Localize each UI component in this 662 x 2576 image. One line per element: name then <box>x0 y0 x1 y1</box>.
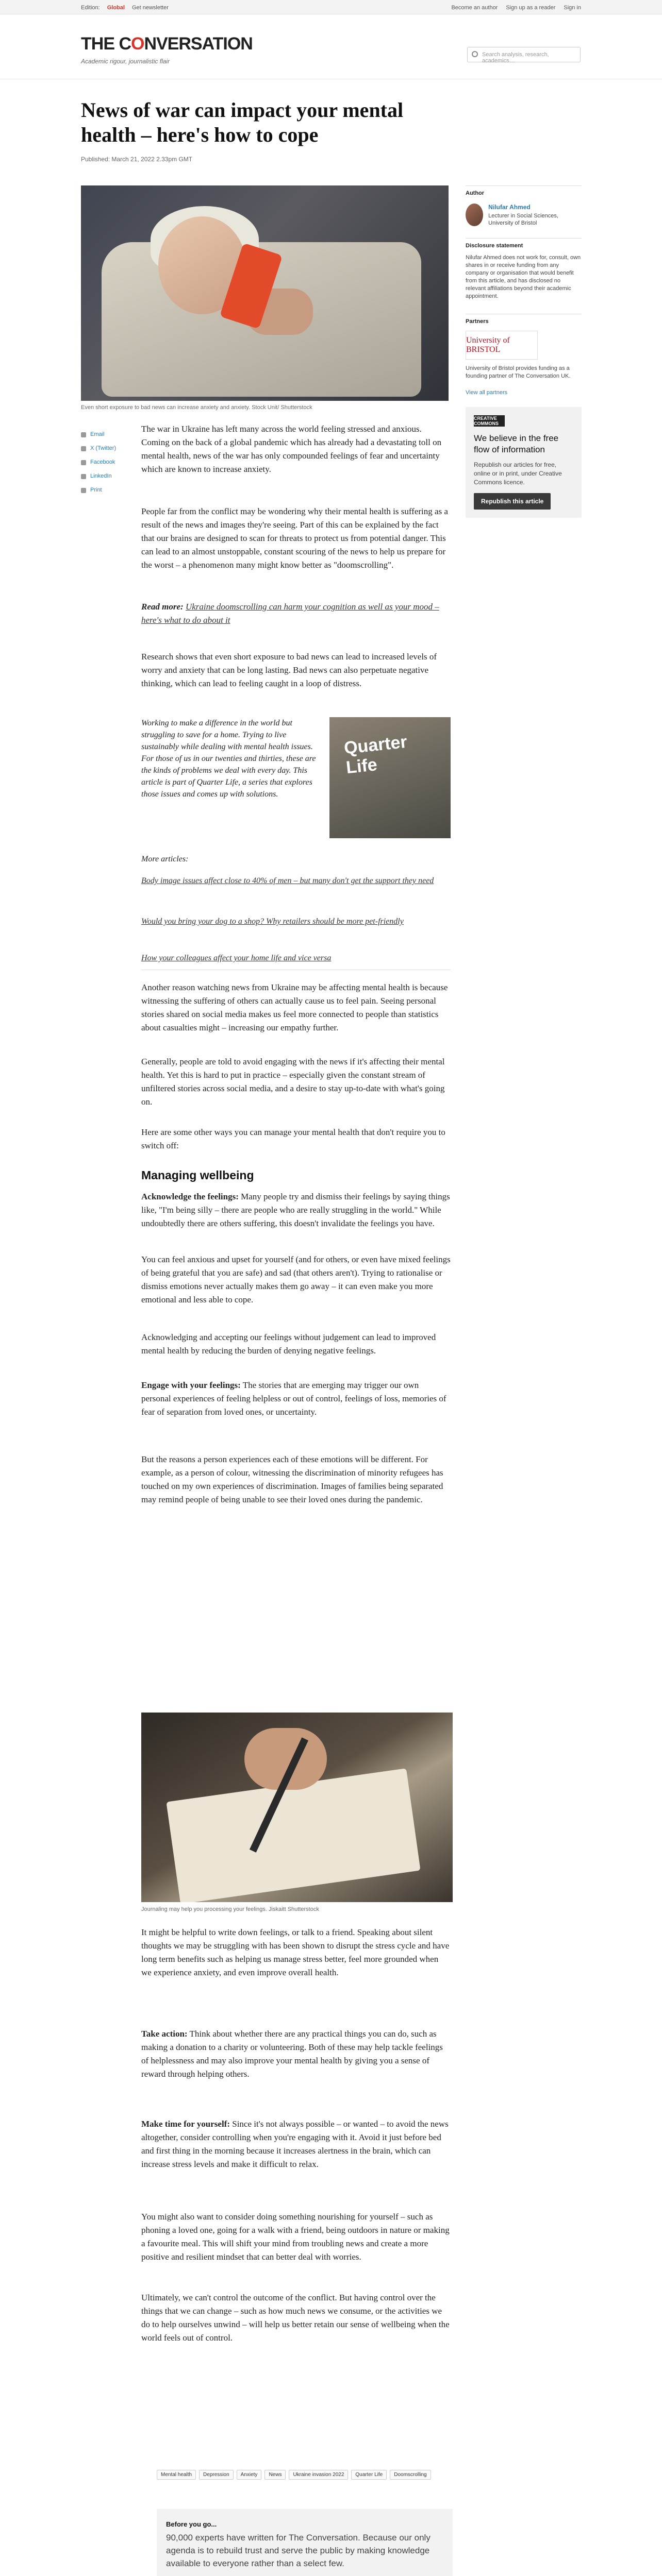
site-tagline: Academic rigour, journalistic flair <box>81 58 170 65</box>
share-email[interactable]: Email <box>81 428 122 442</box>
more-article-link[interactable]: How your colleagues affect your home life and vice versa <box>141 954 332 962</box>
paragraph: Generally, people are told to avoid engaging with the news if it's affecting their mental health. Yet this is hard to put in practice – especially given the constant stream of unfiltered stories across social media, and a desire to stay up-to-date with what's going on. <box>141 1057 445 1107</box>
paragraph: Here are some other ways you can manage your mental health that don't require you to switch off: <box>141 1127 445 1150</box>
paragraph: Make time for yourself: Since it's not always possible – or wanted – to avoid the news altogether, consider controlling when you're engaging with it. Avoid it just before bed and first thing in the morning because it increases alertness in the brain, which can increase stress levels and make it difficult to relax. <box>141 2119 449 2169</box>
paragraph: But the reasons a person experiences each of these emotions will be different. For example, as a person of colour, witnessing the discrimination of minority refugees has touched on my own experiences of discrimination. Images of families being separated may remind people of being unable to see their loved ones during the pandemic. <box>141 1454 443 1504</box>
share-twitter[interactable]: X (Twitter) <box>81 442 122 455</box>
paragraph: Acknowledge the feelings: Many people try and dismiss their feelings by saying things like, "I'm being silly – there are people who are really struggling in the world." While undoubtedly there are others suffering, this doesn't invalidate the feelings you have. <box>141 1192 450 1228</box>
twitter-icon <box>81 446 86 451</box>
topic-tags <box>157 2470 466 2480</box>
partner-text: University of Bristol provides funding as a founding partner of The Conversation UK. <box>466 365 571 379</box>
partners-heading: Partners <box>466 314 582 325</box>
email-icon <box>81 432 86 437</box>
read-more-link[interactable]: Ukraine doomscrolling can harm your cognition as well as your mood – here's what to do about it <box>141 602 439 625</box>
paragraph: Take action: Think about whether there are any practical things you can do, such as making a donation to a charity or volunteering. Both of these may help tackle feelings of helplessness and may also improve your mental health by giving you a sense of reward through helping others. <box>141 2029 443 2079</box>
newsletter-link[interactable]: Get newsletter <box>131 5 169 11</box>
quarter-life-image: Quarter Life <box>329 717 451 838</box>
paragraph: Another reason watching news from Ukraine may be affecting mental health is because witnessing the suffering of others can actually cause us to feel pain. Seeing personal stories shared on social media makes us feel more connected to people than statistics about casualties might – increasing our empathy further. <box>141 982 448 1032</box>
more-articles-label: More articles: <box>141 855 189 863</box>
signup-reader-link[interactable]: Sign up as a reader <box>506 5 556 11</box>
paragraph: People far from the conflict may be wondering why their mental health is suffering as a result of the news and images they're seeing. Part of this can be explained by the fact that our brains are designed to scan for threats to protect us from potential danger. This can lead to an almost unstoppable, constant scouring of the news to help us prepare for the worst – a phenomenon many might know better as "doomscrolling". <box>141 506 448 570</box>
tag[interactable]: News <box>264 2470 286 2480</box>
read-more: Read more: Ukraine doomscrolling can harm your cognition as well as your mood – here's what to do about it <box>141 602 439 625</box>
journal-caption: Journaling may help you processing your feelings. Jiskaitt Shutterstock <box>141 1906 319 1912</box>
before-heading: Before you go... <box>166 2520 217 2528</box>
author-avatar[interactable] <box>466 204 483 226</box>
quarter-life-intro: Working to make a difference in the world but struggling to save for a home. Trying to live sustainably while dealing with mental health issues. For those of us in our twenties and thirties, these are the kinds of problems we deal with every day. This article is part of Quarter Life, a series that explores those issues and comes up with solutions. <box>141 719 316 799</box>
linkedin-icon <box>81 474 86 479</box>
paragraph: You might also want to consider doing something nourishing for yourself – such as phoning a loved one, going for a walk with a friend, being outdoors in nature or making a favourite meal. This will shift your mind from troubling news and create a more positive and resilient mindset that can better deal with worries. <box>141 2212 450 2262</box>
more-article-link[interactable]: Would you bring your dog to a shop? Why retailers should be more pet-friendly <box>141 917 404 926</box>
edition-selector[interactable]: Global <box>107 5 125 11</box>
tag[interactable]: Anxiety <box>237 2470 262 2480</box>
share-print[interactable]: Print <box>81 483 122 497</box>
share-facebook[interactable]: Facebook <box>81 455 122 469</box>
site-logo[interactable]: THE CONVERSATION <box>81 34 253 54</box>
journal-image <box>141 1713 453 1902</box>
disclosure-text: Nilufar Ahmed does not work for, consult, own shares in or receive funding from any company or organisation that would benefit from this article, and has disclosed no relevant affiliations beyond their academic appointment. <box>466 255 581 299</box>
signin-link[interactable]: Sign in <box>564 5 581 11</box>
paragraph: It might be helpful to write down feelings, or talk to a friend. Speaking about silent thoughts we may be struggling with has been shown to disrupt the stress cycle and have long term benefits such as helping us manage stress better, feel more grounded when we experience anxiety, and even improve overall health. <box>141 1927 450 1977</box>
creative-commons-box <box>466 407 582 518</box>
become-author-link[interactable]: Become an author <box>451 5 498 11</box>
print-icon <box>81 488 86 493</box>
paragraph: Acknowledging and accepting our feelings without judgement can lead to improved mental health by reducing the burden of denying negative feelings. <box>141 1332 436 1355</box>
article-title: News of war can impact your mental health – here's how to cope <box>81 98 404 146</box>
cc-badge: CREATIVE COMMONS <box>474 415 505 427</box>
share-linkedin[interactable]: LinkedIn <box>81 469 122 483</box>
site-header <box>0 14 662 79</box>
paragraph: Engage with your feelings: The stories that are emerging may trigger our own personal experiences of feeling helpless or out of control, feelings of loss, memories of fear of separation from loved ones, or uncertainty. <box>141 1380 446 1417</box>
publish-date: Published: March 21, 2022 2.33pm GMT <box>81 156 193 163</box>
author-heading: Author <box>466 185 582 196</box>
tag[interactable]: Mental health <box>157 2470 196 2480</box>
paragraph: The war in Ukraine has left many across the world feeling stressed and anxious. Coming on the back of a global pandemic which has already had a devastating toll on mental health, news of the war has only compounded feelings of fear and uncertainty which are known to increase anxiety. <box>141 424 442 474</box>
facebook-icon <box>81 460 86 465</box>
cc-text: Republish our articles for free, online or in print, under Creative Commons licence. <box>474 461 562 486</box>
republish-button[interactable]: Republish this article <box>474 493 551 510</box>
paragraph: You can feel anxious and upset for yourself (and for others, or even have mixed feelings of being grateful that you are safe) and sad (that others aren't). Trying to rationalise or dismiss emotions never actually makes them go away – it can even make you more emotional and less able to cope. <box>141 1255 451 1304</box>
tag[interactable]: Quarter Life <box>351 2470 387 2480</box>
tag[interactable]: Ukraine invasion 2022 <box>289 2470 348 2480</box>
author-role: Lecturer in Social Sciences, University of Bristol <box>488 213 558 226</box>
disclosure-heading: Disclosure statement <box>466 238 582 249</box>
share-links <box>81 428 122 497</box>
paragraph: Ultimately, we can't control the outcome of the conflict. But having control over the things that we can change – such as how much news we consume, or the activities we do to help ourselves unwind – will help us better retain our sense of wellbeing when the world feels out of control. <box>141 2293 450 2343</box>
search-input[interactable]: Search analysis, research, academics… <box>467 47 581 62</box>
section-heading: Managing wellbeing <box>141 1168 254 1182</box>
hero-caption: Even short exposure to bad news can increase anxiety and anxiety. Stock Unit/ Shutterstock <box>81 404 312 411</box>
author-name[interactable]: Nilufar Ahmed <box>488 204 531 211</box>
paragraph: Research shows that even short exposure to bad news can lead to increased levels of worry and anxiety that can be long lasting. Bad news can also perpetuate negative thinking, which can lead to feeling caught in a loop of distress. <box>141 652 437 688</box>
edition-label: Edition: <box>81 5 100 11</box>
cc-title: We believe in the free flow of information <box>474 433 559 454</box>
top-bar <box>0 0 662 14</box>
before-you-go-box <box>157 2509 453 2576</box>
tag[interactable]: Doomscrolling <box>390 2470 431 2480</box>
more-article-link[interactable]: Body image issues affect close to 40% of men – but many don't get the support they need <box>141 876 434 885</box>
tag[interactable]: Depression <box>199 2470 234 2480</box>
sidebar <box>466 185 582 518</box>
hero-image <box>81 185 449 401</box>
search-icon <box>472 51 478 57</box>
before-text: 90,000 experts have written for The Conversation. Because our only agenda is to rebuild trust and serve the public by making knowledge available to everyone rather than a select few. <box>166 2533 431 2568</box>
view-partners-link[interactable]: View all partners <box>466 389 508 396</box>
partner-logo[interactable]: University of BRISTOL <box>466 331 538 360</box>
